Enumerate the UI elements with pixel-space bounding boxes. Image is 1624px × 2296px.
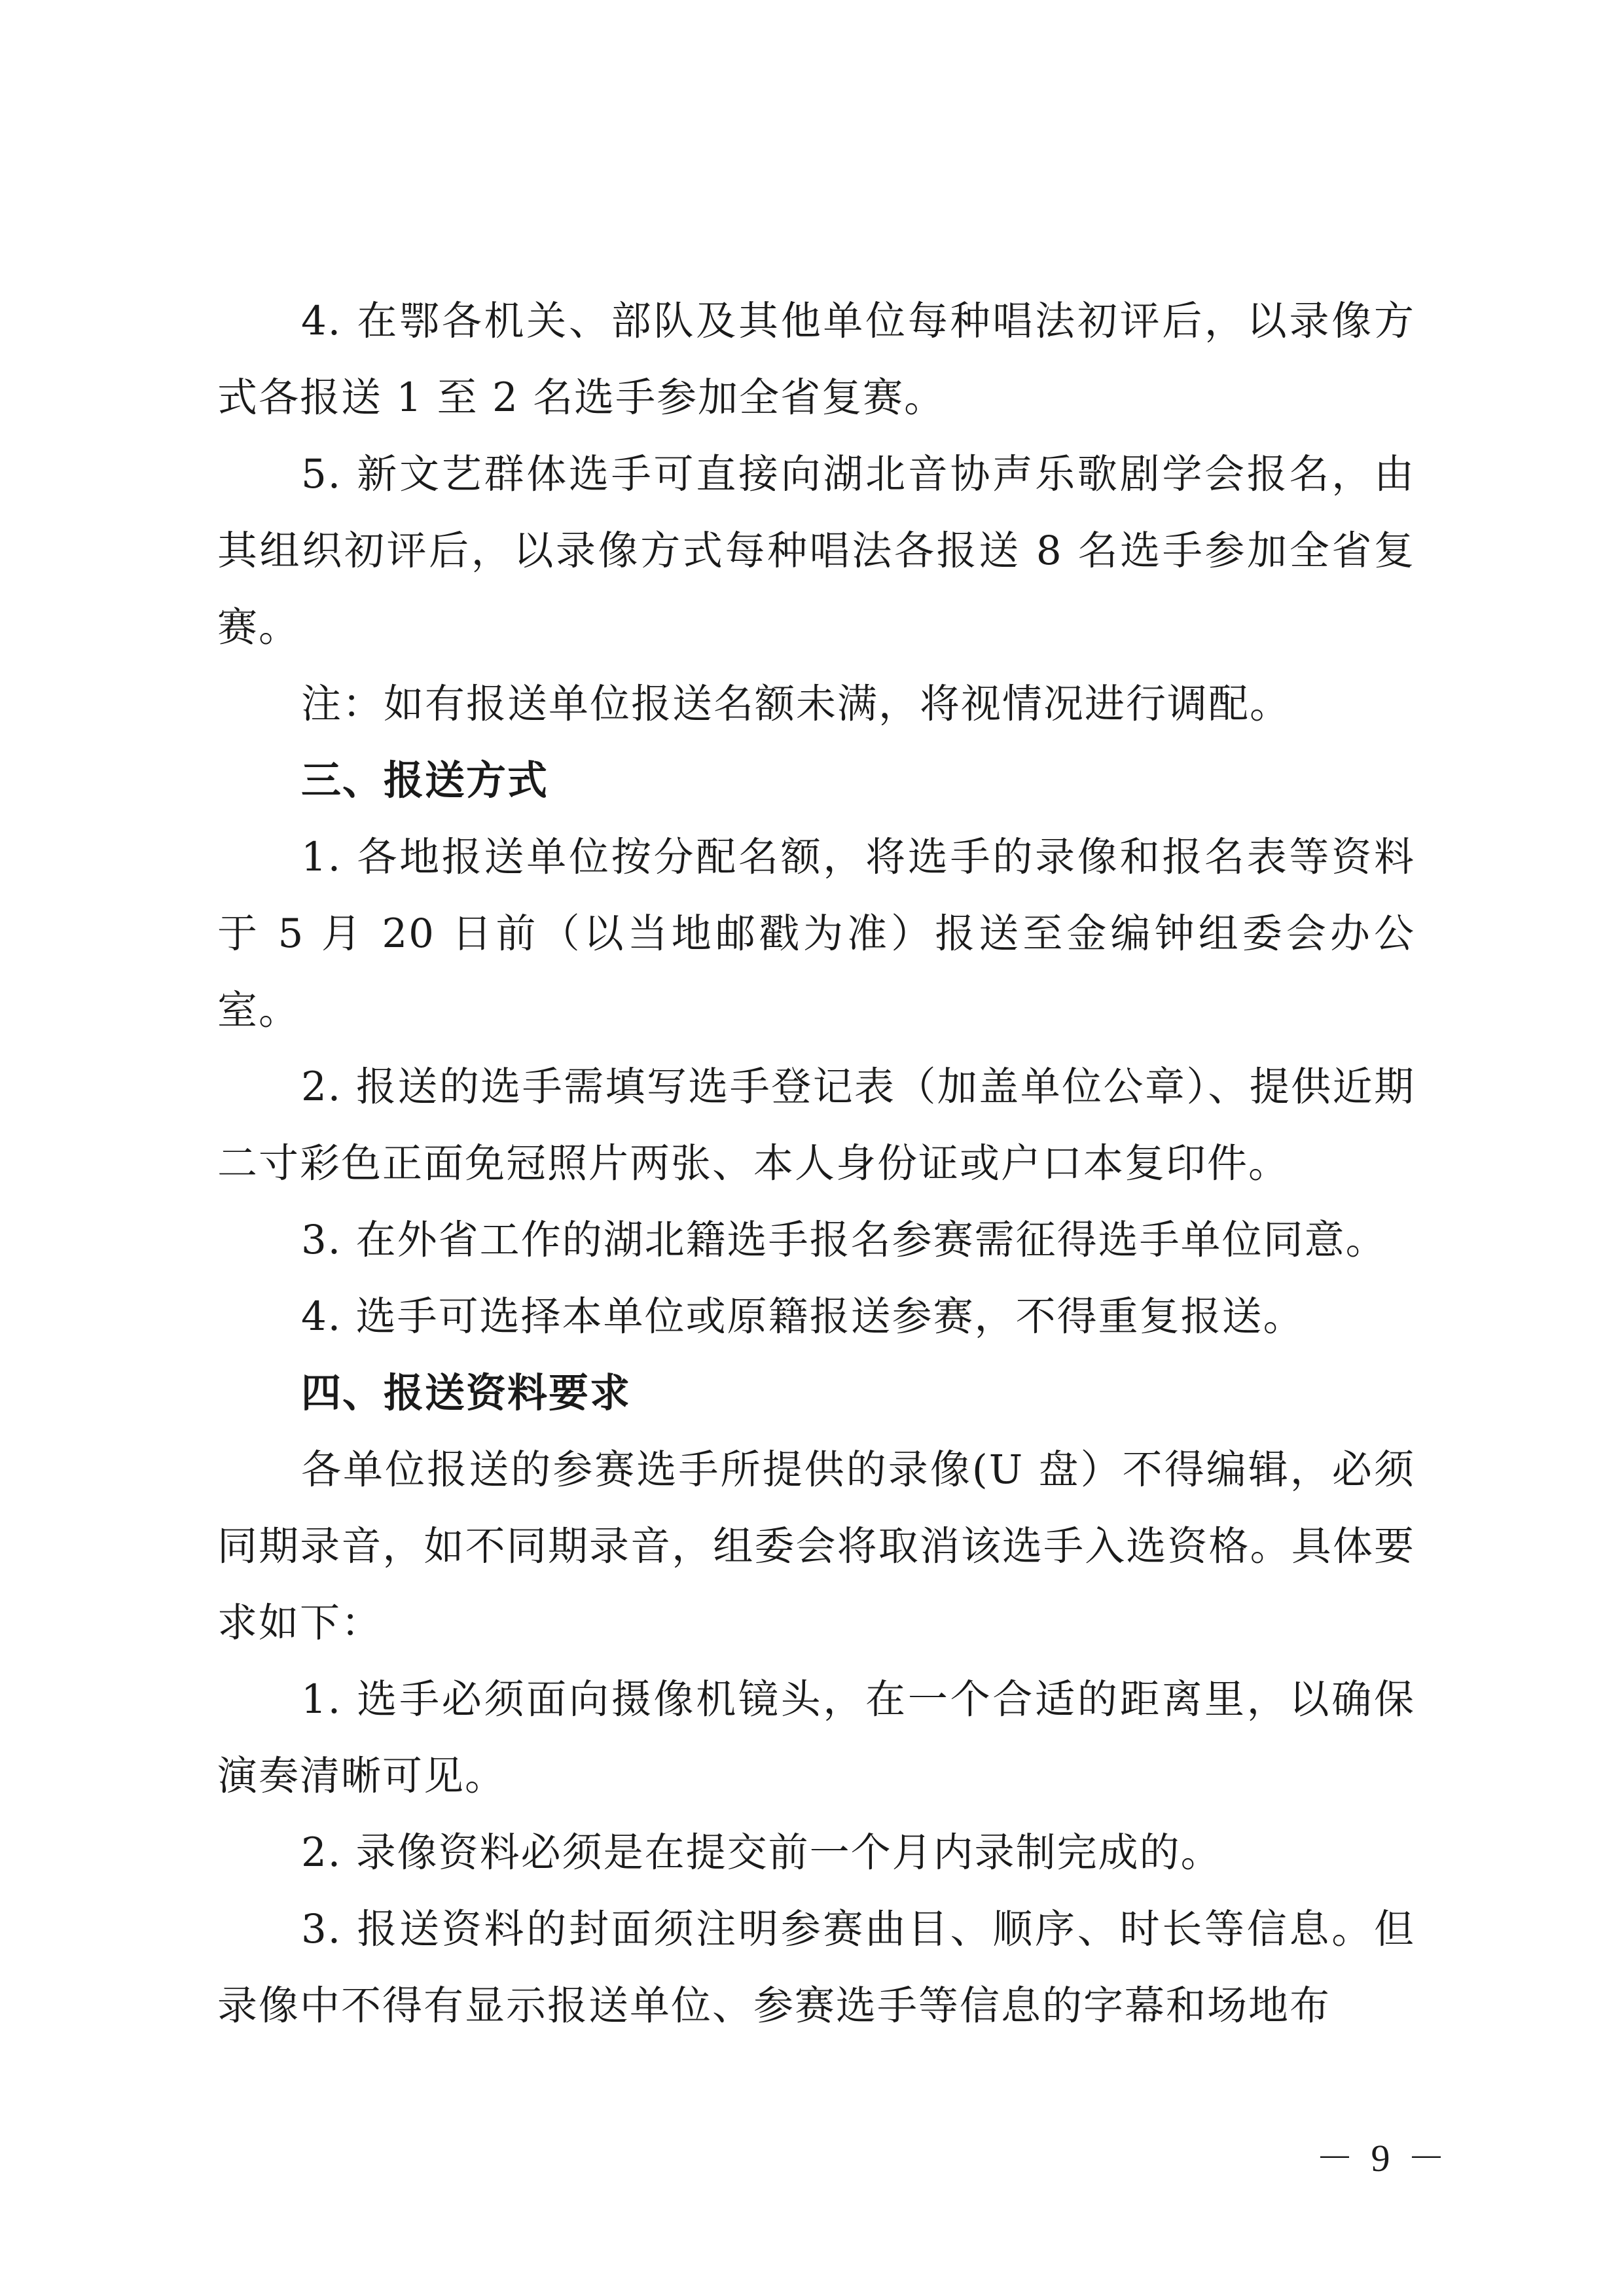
note-paragraph: 注：如有报送单位报送名额未满，将视情况进行调配。 (301, 681, 1291, 727)
paragraph-item-3-1: 1. 各地报送单位按分配名额，将选手的录像和报名表等资料于 5 月 20 日前（以当地邮戳为准）报送至金编钟组委会办公室。 (217, 834, 1415, 1033)
page-number: － 9 － (1316, 2137, 1450, 2179)
section-heading-submission-method: 三、报送方式 (301, 757, 549, 804)
paragraph-item-4-3: 3. 报送资料的封面须注明参赛曲目、顺序、时长等信息。但录像中不得有显示报送单位、参赛选手等信息的字幕和场地布 (217, 1906, 1415, 2029)
paragraph-item-4-1: 1. 选手必须面向摄像机镜头，在一个合适的距离里，以确保演奏清晰可见。 (217, 1676, 1415, 1799)
paragraph-section-4-intro: 各单位报送的参赛选手所提供的录像(U 盘）不得编辑，必须同期录音，如不同期录音，组委会将取消该选手入选资格。具体要求如下： (217, 1446, 1415, 1646)
section-heading-material-requirements: 四、报送资料要求 (301, 1370, 632, 1416)
paragraph-item-3-4: 4. 选手可选择本单位或原籍报送参赛，不得重复报送。 (301, 1293, 1305, 1340)
paragraph-item-4: 4. 在鄂各机关、部队及其他单位每种唱法初评后，以录像方式各报送 1 至 2 名选手参加全省复赛。 (217, 298, 1415, 421)
paragraph-item-4-2: 2. 录像资料必须是在提交前一个月内录制完成的。 (301, 1829, 1222, 1876)
paragraph-item-3-3: 3. 在外省工作的湖北籍选手报名参赛需征得选手单位同意。 (301, 1217, 1387, 1263)
paragraph-item-3-2: 2. 报送的选手需填写选手登记表（加盖单位公章）、提供近期二寸彩色正面免冠照片两张、本人身份证或户口本复印件。 (217, 1064, 1415, 1187)
document-body (217, 283, 1415, 2044)
paragraph-item-5: 5. 新文艺群体选手可直接向湖北音协声乐歌剧学会报名，由其组织初评后，以录像方式每种唱法各报送 8 名选手参加全省复赛。 (217, 451, 1415, 651)
